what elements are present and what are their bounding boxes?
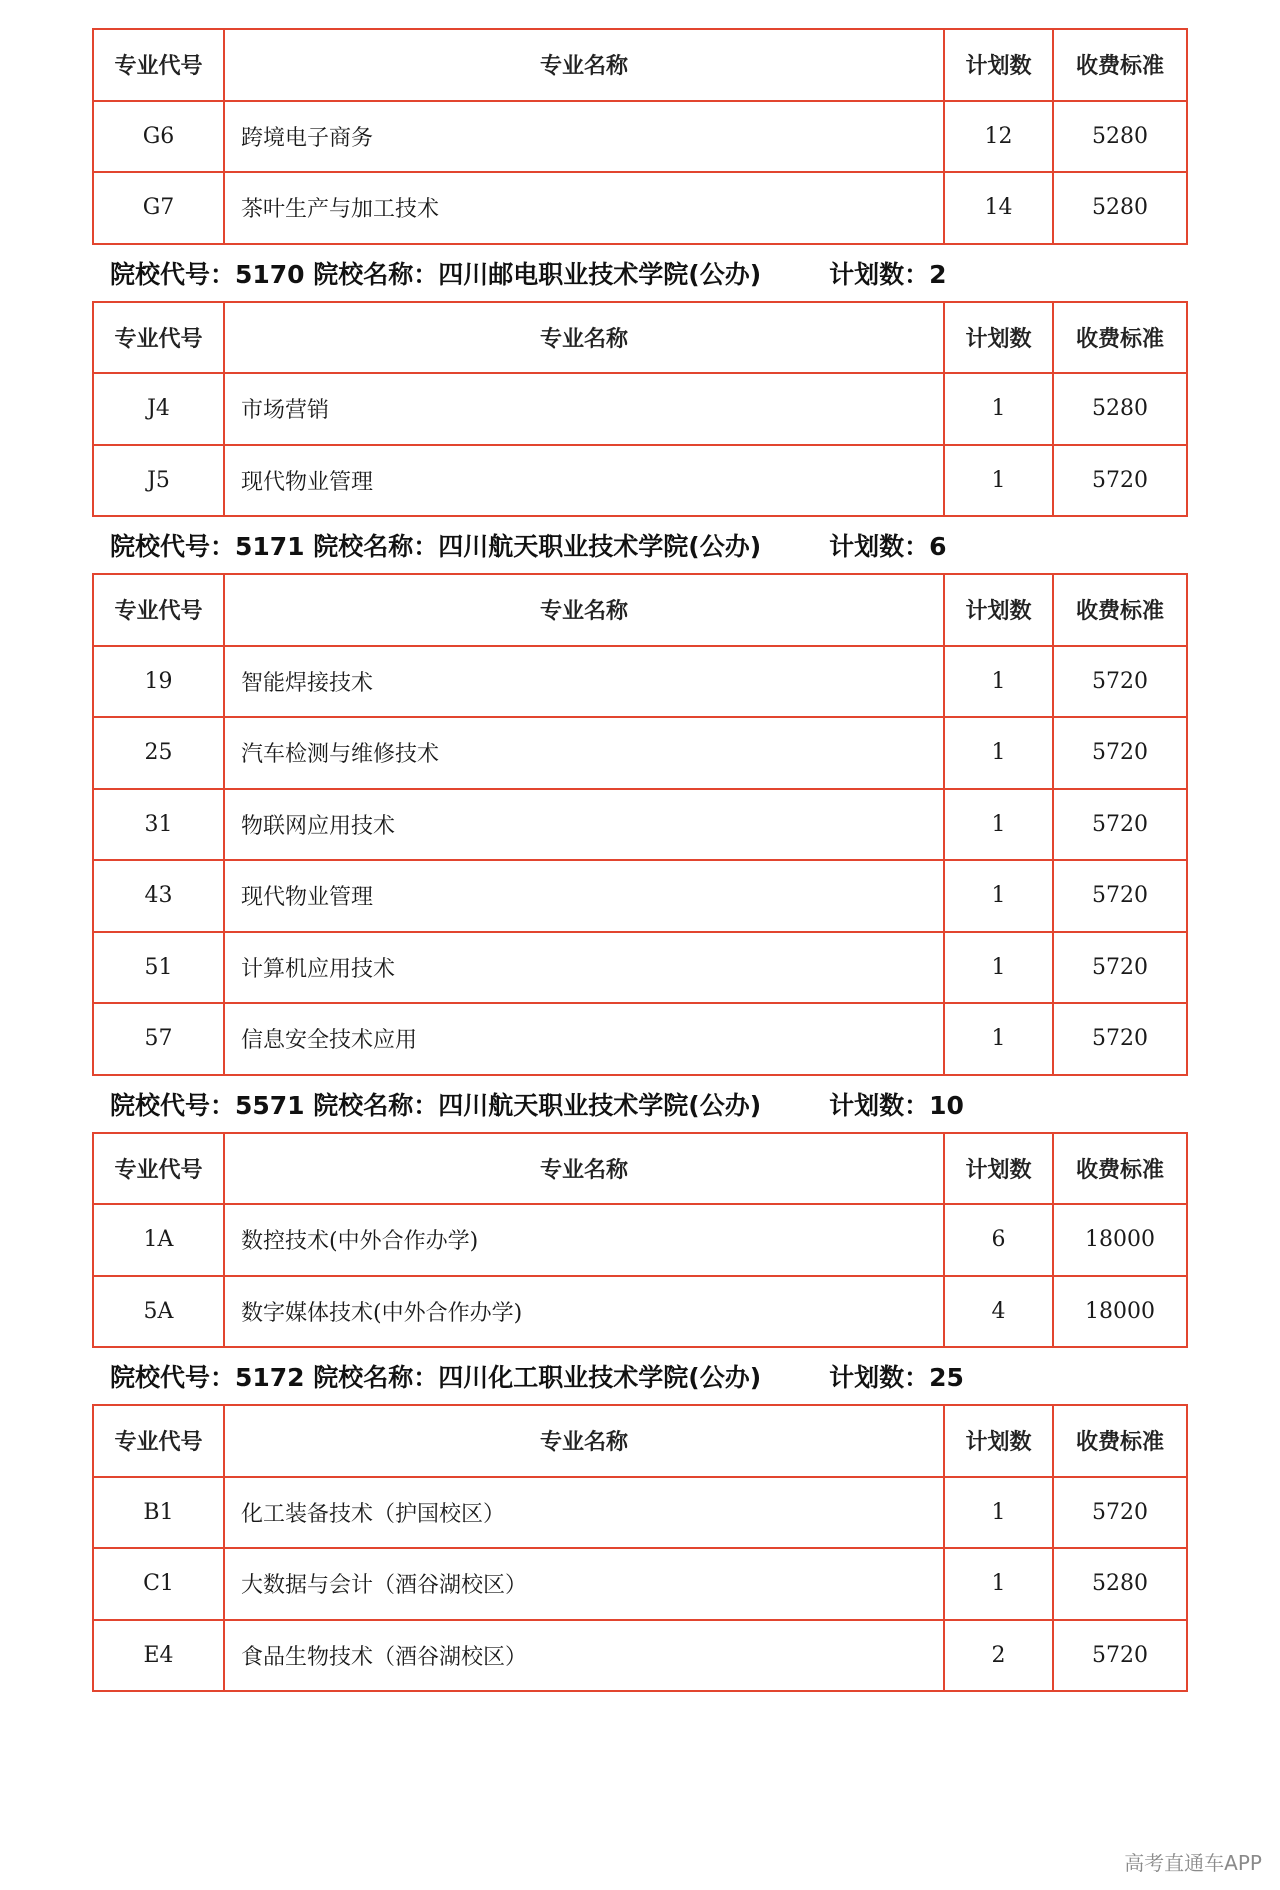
column-header-plan: 计划数	[944, 302, 1053, 374]
major-code: 5A	[93, 1276, 224, 1348]
column-header-name: 专业名称	[224, 574, 944, 646]
school-section	[92, 1348, 1186, 1692]
table-row	[93, 1548, 1187, 1620]
column-header-code: 专业代号	[93, 1133, 224, 1205]
school-header	[92, 517, 1186, 573]
major-name: 现代物业管理	[224, 860, 944, 932]
enrollment-plan-document	[92, 28, 1186, 1692]
plan-count: 12	[944, 101, 1053, 173]
table-row	[93, 172, 1187, 244]
school-plan-count: 计划数：2	[829, 259, 947, 289]
table-row	[93, 101, 1187, 173]
table-row	[93, 717, 1187, 789]
plan-count: 1	[944, 1548, 1053, 1620]
column-header-plan: 计划数	[944, 1405, 1053, 1477]
table-row	[93, 373, 1187, 445]
major-name: 化工装备技术（护国校区）	[224, 1477, 944, 1549]
plan-count: 6	[944, 1204, 1053, 1276]
school-header	[92, 1348, 1186, 1404]
table-header-row	[93, 29, 1187, 101]
major-name: 市场营销	[224, 373, 944, 445]
major-code: 31	[93, 789, 224, 861]
major-name: 现代物业管理	[224, 445, 944, 517]
fee-standard: 5720	[1053, 445, 1187, 517]
plan-count: 2	[944, 1620, 1053, 1692]
column-header-fee: 收费标准	[1053, 1133, 1187, 1205]
table-row	[93, 789, 1187, 861]
table-header-row	[93, 1405, 1187, 1477]
fee-standard: 5720	[1053, 789, 1187, 861]
fee-standard: 5720	[1053, 1620, 1187, 1692]
column-header-name: 专业名称	[224, 302, 944, 374]
major-code: 25	[93, 717, 224, 789]
watermark: 高考直通车APP	[1124, 1851, 1262, 1875]
table-header-row	[93, 574, 1187, 646]
school-header	[92, 245, 1186, 301]
major-table	[92, 1132, 1188, 1349]
school-section	[92, 517, 1186, 1076]
table-row	[93, 646, 1187, 718]
major-code: 1A	[93, 1204, 224, 1276]
major-code: G7	[93, 172, 224, 244]
fee-standard: 18000	[1053, 1204, 1187, 1276]
fee-standard: 5720	[1053, 932, 1187, 1004]
table-header-row	[93, 302, 1187, 374]
school-info: 院校代号：5172 院校名称：四川化工职业技术学院(公办)	[110, 1363, 762, 1392]
major-code: 43	[93, 860, 224, 932]
fee-standard: 5280	[1053, 101, 1187, 173]
school-section	[92, 245, 1186, 518]
major-code: 19	[93, 646, 224, 718]
major-table	[92, 573, 1188, 1076]
plan-count: 1	[944, 789, 1053, 861]
plan-count: 1	[944, 717, 1053, 789]
table-row	[93, 1204, 1187, 1276]
column-header-fee: 收费标准	[1053, 574, 1187, 646]
major-table	[92, 1404, 1188, 1692]
school-section	[92, 1076, 1186, 1349]
plan-count: 4	[944, 1276, 1053, 1348]
major-code: 57	[93, 1003, 224, 1075]
school-header	[92, 1076, 1186, 1132]
school-plan-count: 计划数：6	[829, 532, 947, 561]
plan-count: 14	[944, 172, 1053, 244]
column-header-name: 专业名称	[224, 1133, 944, 1205]
column-header-fee: 收费标准	[1053, 1405, 1187, 1477]
table-row	[93, 1477, 1187, 1549]
major-name: 计算机应用技术	[224, 932, 944, 1004]
fee-standard: 5720	[1053, 1477, 1187, 1549]
major-name: 数字媒体技术(中外合作办学)	[224, 1276, 944, 1348]
column-header-plan: 计划数	[944, 29, 1053, 101]
fee-standard: 5280	[1053, 1548, 1187, 1620]
plan-count: 1	[944, 445, 1053, 517]
major-name: 汽车检测与维修技术	[224, 717, 944, 789]
column-header-name: 专业名称	[224, 29, 944, 101]
column-header-fee: 收费标准	[1053, 302, 1187, 374]
fee-standard: 5280	[1053, 373, 1187, 445]
school-info: 院校代号：5170 院校名称：四川邮电职业技术学院(公办)	[110, 259, 762, 289]
major-name: 数控技术(中外合作办学)	[224, 1204, 944, 1276]
major-name: 智能焊接技术	[224, 646, 944, 718]
fee-standard: 5280	[1053, 172, 1187, 244]
major-code: B1	[93, 1477, 224, 1549]
column-header-code: 专业代号	[93, 1405, 224, 1477]
table-row	[93, 1276, 1187, 1348]
major-code: 51	[93, 932, 224, 1004]
school-plan-count: 计划数：25	[829, 1363, 964, 1392]
fee-standard: 5720	[1053, 860, 1187, 932]
fee-standard: 18000	[1053, 1276, 1187, 1348]
plan-count: 1	[944, 373, 1053, 445]
major-table	[92, 301, 1188, 518]
plan-count: 1	[944, 646, 1053, 718]
table-header-row	[93, 1133, 1187, 1205]
plan-count: 1	[944, 860, 1053, 932]
major-table	[92, 28, 1188, 245]
major-name: 食品生物技术（酒谷湖校区）	[224, 1620, 944, 1692]
major-code: J4	[93, 373, 224, 445]
plan-count: 1	[944, 1003, 1053, 1075]
fee-standard: 5720	[1053, 646, 1187, 718]
table-row	[93, 932, 1187, 1004]
column-header-code: 专业代号	[93, 302, 224, 374]
plan-count: 1	[944, 932, 1053, 1004]
column-header-fee: 收费标准	[1053, 29, 1187, 101]
major-name: 物联网应用技术	[224, 789, 944, 861]
column-header-name: 专业名称	[224, 1405, 944, 1477]
major-code: G6	[93, 101, 224, 173]
plan-count: 1	[944, 1477, 1053, 1549]
major-code: C1	[93, 1548, 224, 1620]
fee-standard: 5720	[1053, 717, 1187, 789]
school-info: 院校代号：5571 院校名称：四川航天职业技术学院(公办)	[110, 1090, 762, 1120]
column-header-plan: 计划数	[944, 574, 1053, 646]
table-row	[93, 860, 1187, 932]
major-name: 茶叶生产与加工技术	[224, 172, 944, 244]
table-row	[93, 1620, 1187, 1692]
column-header-plan: 计划数	[944, 1133, 1053, 1205]
school-info: 院校代号：5171 院校名称：四川航天职业技术学院(公办)	[110, 532, 762, 561]
fee-standard: 5720	[1053, 1003, 1187, 1075]
major-name: 跨境电子商务	[224, 101, 944, 173]
school-section	[92, 28, 1186, 245]
major-name: 大数据与会计（酒谷湖校区）	[224, 1548, 944, 1620]
column-header-code: 专业代号	[93, 29, 224, 101]
major-code: E4	[93, 1620, 224, 1692]
school-plan-count: 计划数：10	[829, 1090, 964, 1120]
major-name: 信息安全技术应用	[224, 1003, 944, 1075]
major-code: J5	[93, 445, 224, 517]
table-row	[93, 445, 1187, 517]
table-row	[93, 1003, 1187, 1075]
column-header-code: 专业代号	[93, 574, 224, 646]
